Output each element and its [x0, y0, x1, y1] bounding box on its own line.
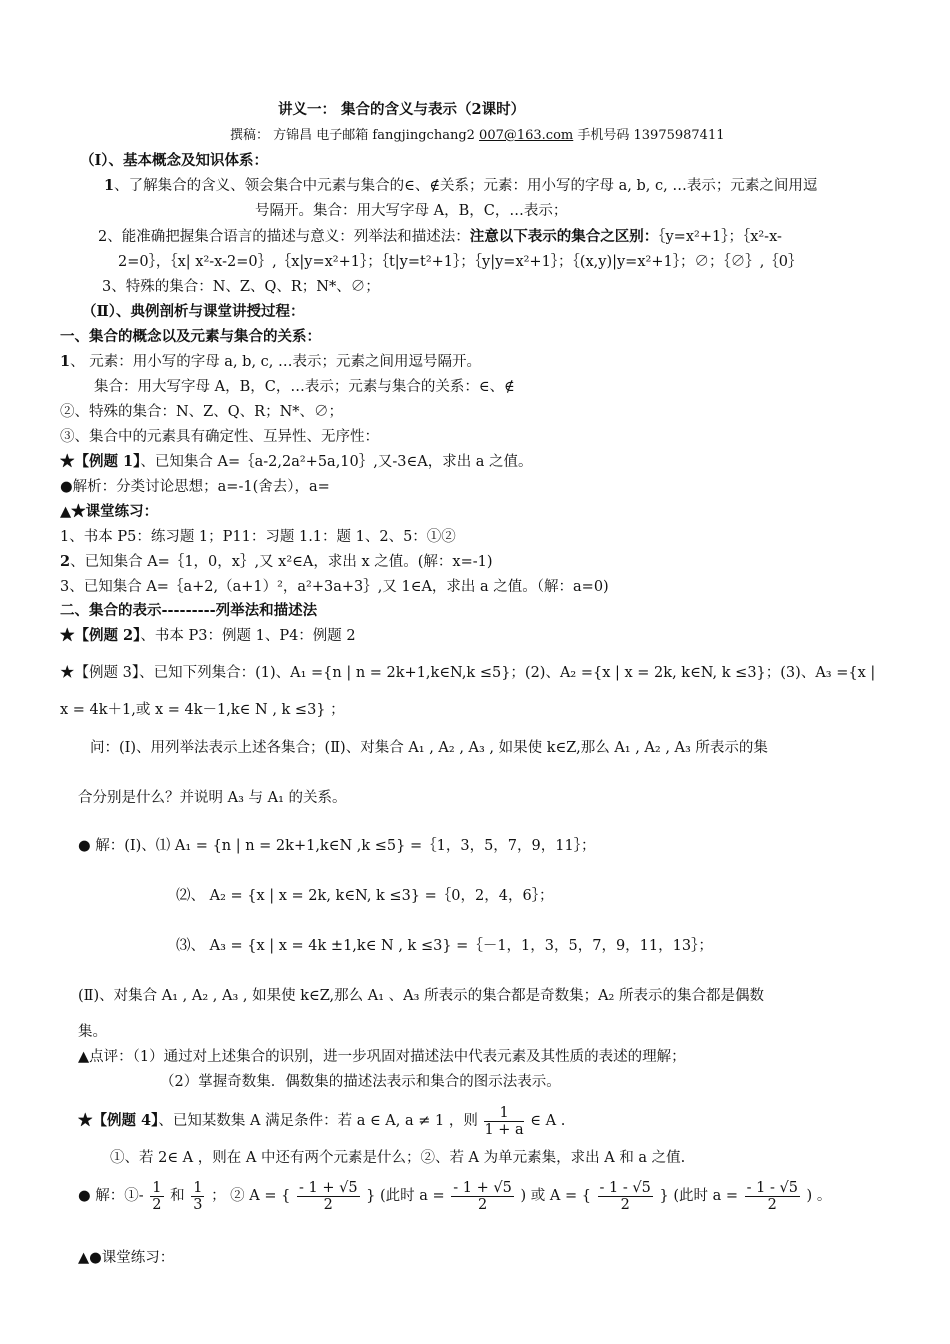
paragraph-1b: 号隔开。集合：用大写字母 A，B，C，…表示；: [255, 203, 568, 219]
example-4-fraction: [484, 1105, 523, 1138]
ex4-sol-mid4: } (此时 a =: [659, 1188, 738, 1204]
example-4-question: ①、若 2∈ A ，则在 A 中还有两个元素是什么；②、若 A 为单元素集，求出 A 和 a 之值.: [110, 1150, 686, 1166]
fraction-one-half-numerator: 1: [152, 1179, 162, 1196]
page-title: 讲义一： 集合的含义与表示（2课时）: [278, 101, 526, 118]
heading-one: 一、集合的概念以及元素与集合的关系：: [60, 328, 321, 345]
fraction-3-denominator: 2: [323, 1196, 333, 1213]
paragraph-1a-text: 、了解集合的含义、领会集合中元素与集合的∈、∉关系；元素：用小写的字母 a, b, c, …表示；元素之间用逗: [114, 178, 818, 194]
fraction-one-third-numerator: 1: [193, 1179, 203, 1196]
ex4-sol-and: 和: [170, 1188, 185, 1204]
example-4-fraction-numerator: 1: [484, 1105, 523, 1122]
fraction-5: [598, 1180, 653, 1213]
example-4-fraction-denominator: 1 + a: [484, 1121, 524, 1138]
example-4-pre: 、已知某数集 A 满足条件：若 a ∈ A, a ≠ 1 ，则: [158, 1113, 478, 1129]
example-3-solution-4a: (Ⅱ)、对集合 A₁ , A₂ , A₃ , 如果使 k∈Z,那么 A₁ 、A₃ 所表示的集合都是奇数集；A₂ 所表示的集合都是偶数: [78, 988, 764, 1004]
special-sets: ②、特殊的集合：N、Z、Q、R；N*、∅；: [60, 404, 344, 420]
example-3-solution-3: ⑶、 A₃ = {x | x = 4k ±1,k∈ N , k ≤3} =｛－1，1，3，5，7，9，11，13｝；: [176, 938, 713, 954]
paragraph-1-number: 1: [104, 177, 115, 194]
element-definition-number: 1: [60, 353, 71, 370]
ex4-sol-end: ) 。: [806, 1188, 832, 1204]
fraction-5-numerator: - 1 - √5: [599, 1179, 651, 1196]
example-4: [78, 1103, 565, 1139]
comment-2: （2）掌握奇数集．偶数集的描述法表示和集合的图示法表示。: [160, 1074, 561, 1090]
example-2: [60, 626, 356, 646]
practice-2-number: 2: [60, 553, 71, 570]
paragraph-2a-post: ｛y=x²+1｝；｛x²-x-: [658, 229, 782, 245]
paragraph-2a-pre: 2、能准确把握集合语言的描述与意义：列举法和描述法：: [98, 229, 470, 245]
fraction-one-half: [150, 1180, 163, 1213]
element-definition-text: 、 元素：用小写的字母 a, b, c, …表示；元素之间用逗号隔开。: [70, 354, 482, 370]
example-2-text: 、书本 P3：例题 1、P4：例题 2: [140, 628, 356, 644]
comment-1: ▲点评：（1）通过对上述集合的识别，进一步巩固对描述法中代表元素及其性质的表述的理解；: [78, 1049, 686, 1065]
fraction-one-third: [191, 1180, 204, 1213]
author-line: [230, 126, 725, 146]
example-3-question-1: 问：(Ⅰ)、用列举法表示上述各集合；(Ⅱ)、对集合 A₁ , A₂ , A₃ , 如果使 k∈Z,那么 A₁ , A₂ , A₃ 所表示的集: [90, 740, 768, 756]
example-3-solution-4b: 集。: [78, 1024, 107, 1040]
section-heading-1: （Ⅰ）、基本概念及知识体系：: [80, 152, 269, 169]
example-1-text: 、已知集合 A=｛a-2,2a²+5a,10｝,又-3∈A，求出 a 之值。: [140, 454, 533, 470]
example-4-solution: [78, 1178, 831, 1214]
fraction-4-denominator: 2: [477, 1196, 488, 1213]
paragraph-2b: 2=0｝，｛x| x²-x-2=0｝,｛x|y=x²+1｝；｛t|y=t²+1｝；｛y|y=x²+1｝；｛(x,y)|y=x²+1｝；∅；｛∅｝,｛0｝: [118, 254, 803, 270]
practice-2-heading: ▲●课堂练习：: [78, 1250, 175, 1266]
fraction-6: [745, 1180, 800, 1213]
set-properties: ③、集合中的元素具有确定性、互异性、无序性：: [60, 429, 379, 445]
heading-two: 二、集合的表示---------列举法和描述法: [60, 602, 318, 619]
element-definition: [60, 352, 481, 372]
practice-1: 1、书本 P5：练习题 1；P11：习题 1.1：题 1、2、5：①②: [60, 529, 456, 545]
section-heading-2: （Ⅱ）、典例剖析与课堂讲授过程：: [82, 303, 305, 320]
practice-heading: ▲★课堂练习：: [60, 503, 159, 520]
example-1-solution: ●解析：分类讨论思想；a=-1(舍去），a=: [60, 479, 330, 495]
example-3-question-2: 合分别是什么？并说明 A₃ 与 A₁ 的关系。: [78, 790, 347, 806]
author-suffix: 手机号码 13975987411: [573, 128, 725, 143]
ex4-sol-pre: ● 解：①-: [78, 1188, 144, 1204]
example-3-solution-2: ⑵、 A₂ = {x | x = 2k, k∈N, k ≤3} =｛0，2，4，6｝；: [176, 888, 554, 904]
example-1: [60, 452, 533, 472]
fraction-3: [297, 1180, 360, 1213]
ex4-sol-mid1: ； ② A = {: [211, 1188, 291, 1204]
ex4-sol-mid2: } (此时 a =: [366, 1188, 445, 1204]
paragraph-2a: [98, 227, 782, 247]
practice-3: 3、已知集合 A=｛a+2,（a+1）²，a²+3a+3｝,又 1∈A，求出 a 之值。（解：a=0): [60, 579, 609, 595]
fraction-6-numerator: - 1 - √5: [746, 1179, 798, 1196]
practice-2-text: 、已知集合 A=｛1，0，x｝,又 x²∈A，求出 x 之值。(解：x=-1): [70, 554, 493, 570]
fraction-one-half-denominator: 2: [152, 1196, 162, 1213]
paragraph-1a: [104, 176, 817, 196]
ex4-sol-mid3: ) 或 A = {: [520, 1188, 591, 1204]
practice-2: [60, 552, 493, 572]
paragraph-3: 3、特殊的集合：N、Z、Q、R；N*、∅；: [102, 279, 380, 295]
example-3-solution-1: ● 解：(Ⅰ)、⑴ A₁ = {n | n = 2k+1,k∈N ,k ≤5} =｛1，3，5，7，9，11｝；: [78, 838, 596, 854]
paragraph-2a-bold: 注意以下表示的集合之区别：: [469, 228, 659, 245]
example-3-line-2: x = 4k＋1,或 x = 4k－1,k∈ N , k ≤3} ；: [60, 702, 345, 718]
example-2-label: ★【例题 2】: [60, 627, 141, 644]
example-4-label: ★【例题 4】: [78, 1112, 159, 1129]
fraction-6-denominator: 2: [767, 1196, 777, 1213]
email-link[interactable]: 007@163.com: [479, 128, 574, 143]
fraction-4: [451, 1180, 514, 1213]
set-definition: 集合：用大写字母 A，B，C，…表示；元素与集合的关系：∈、∉: [94, 379, 515, 395]
example-1-label: ★【例题 1】: [60, 453, 141, 470]
author-prefix: 撰稿： 方锦昌 电子邮箱 fangjingchang2: [230, 128, 480, 143]
fraction-3-numerator: - 1 + √5: [298, 1179, 358, 1196]
fraction-5-denominator: 2: [620, 1196, 630, 1213]
fraction-one-third-denominator: 3: [193, 1196, 203, 1213]
example-3-line-1: ★【例题 3】、已知下列集合：(1)、A₁ ={n | n = 2k+1,k∈N,k ≤5}；(2)、A₂ ={x | x = 2k, k∈N, k ≤3}；(3)、A₃ ={x |: [60, 665, 876, 681]
example-4-post: ∈ A .: [530, 1113, 566, 1129]
fraction-4-numerator: - 1 + √5: [453, 1179, 512, 1196]
